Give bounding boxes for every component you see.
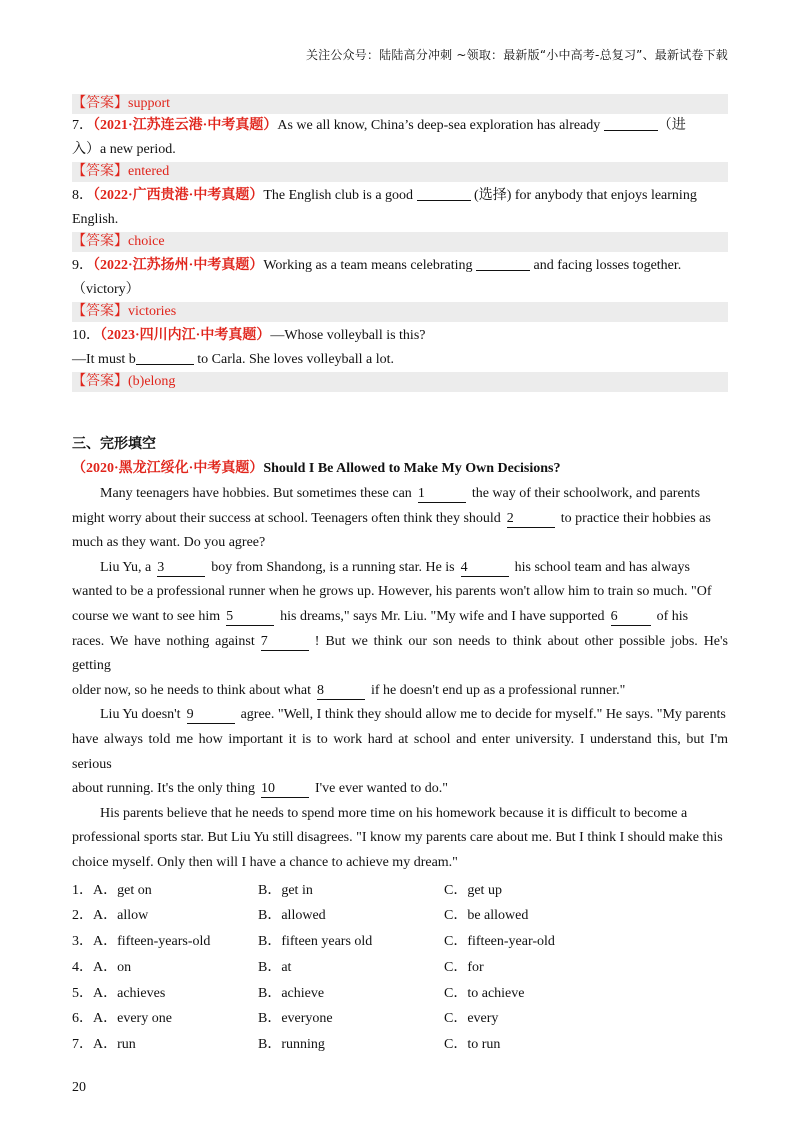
answer-blank <box>604 116 658 131</box>
option-number: 1． <box>72 882 93 898</box>
question-text: The English club is a good <box>263 188 417 203</box>
text-line: choice myself. Only then will I have a chance to achieve my dream." <box>72 854 458 870</box>
option-number: 5． <box>72 985 93 1001</box>
option-c: C．to run <box>444 1037 501 1053</box>
answer-label: 【答案】 <box>72 164 128 179</box>
option-row <box>72 878 728 904</box>
question-number: 8． <box>72 188 93 203</box>
cloze-blank: 8 <box>317 683 365 700</box>
option-a <box>72 981 258 1007</box>
option-row <box>72 1006 728 1032</box>
text: His parents believe that he needs to spend more time on his homework because it is difficult to become a <box>100 805 688 821</box>
option-c: C．fifteen-year-old <box>444 934 555 950</box>
passage-heading <box>72 456 728 482</box>
option-b: B．achieve <box>258 985 325 1001</box>
option-a-text: A．on <box>93 959 132 975</box>
option-b: B．everyone <box>258 1011 333 1027</box>
option-a-text: A．run <box>93 1037 136 1053</box>
text: course we want to see him <box>72 608 221 624</box>
answer-label: 【答案】 <box>72 304 128 319</box>
text: Many teenagers have hobbies. But sometimes these can <box>100 486 412 501</box>
option-row <box>72 1032 728 1058</box>
cloze-blank: 6 <box>611 609 651 626</box>
question-number: 10． <box>72 328 100 343</box>
option-b: B．fifteen years old <box>258 934 373 950</box>
question-text-after: (选择) for anybody that enjoys learning <box>470 188 697 203</box>
text-line: much as they want. Do you agree? <box>72 535 266 551</box>
text: I've ever wanted to do." <box>314 781 448 797</box>
option-row <box>72 903 728 929</box>
text: Liu Yu, a <box>100 559 152 575</box>
option-b: B．at <box>258 959 292 975</box>
question-8-line2: English. <box>72 212 119 227</box>
answer-label: 【答案】 <box>72 374 128 389</box>
question-9-line2: （victory） <box>72 282 140 297</box>
text: about running. It's the only thing <box>72 781 255 797</box>
option-a <box>72 1032 258 1058</box>
question-8 <box>72 184 728 208</box>
option-number: 4． <box>72 959 93 975</box>
options-list <box>72 878 728 1059</box>
option-number: 3． <box>72 934 93 950</box>
question-text: Working as a team means celebrating <box>263 258 477 273</box>
question-7 <box>72 114 728 138</box>
answer-row <box>72 94 728 114</box>
option-c: C．for <box>444 959 484 975</box>
question-source: （2023·四川内江·中考真题） <box>100 328 271 343</box>
answer-blank <box>417 186 471 201</box>
passage-source: （2020·黑龙江绥化·中考真题） <box>72 461 264 476</box>
cloze-blank: 10 <box>261 781 309 798</box>
answer-row <box>72 232 728 252</box>
text-line: have always told me how important it is to work hard at school and enter university. I understand this, but I'm serious <box>72 731 728 772</box>
text: boy from Shandong, is a running star. He is <box>211 559 455 575</box>
cloze-blank: 3 <box>157 560 205 577</box>
text: ! But we think our son needs to think about other possible jobs. He's getting <box>72 633 728 674</box>
text: his school team and has always <box>514 559 690 575</box>
cloze-blank: 9 <box>187 707 235 724</box>
answer-label: 【答案】 <box>72 234 128 249</box>
question-source: （2021·江苏连云港·中考真题） <box>93 118 278 133</box>
option-number: 7． <box>72 1037 93 1053</box>
question-text: As we all know, China’s deep-sea exploration has already <box>277 118 604 133</box>
text-line <box>72 703 728 728</box>
text: older now, so he needs to think about what <box>72 682 311 698</box>
text: the way of their schoolwork, and parents <box>471 486 701 501</box>
option-a-text: A．get on <box>93 882 152 898</box>
passage-paragraph-2 <box>72 556 728 704</box>
option-b: B．allowed <box>258 908 326 924</box>
option-row <box>72 981 728 1007</box>
text-line <box>72 679 728 704</box>
answer-text: choice <box>128 234 165 249</box>
text-line <box>72 556 728 581</box>
passage-paragraph-4 <box>72 802 728 876</box>
text-line <box>72 777 728 802</box>
option-a <box>72 903 258 929</box>
cloze-blank: 1 <box>418 486 466 503</box>
text-line <box>72 802 728 827</box>
page-header: 关注公众号：陆陆高分冲刺 ~领取：最新版“小中高考-总复习”、最新试卷下载 <box>305 48 728 62</box>
text-line <box>72 482 728 507</box>
text: might worry about their success at school. Teenagers often think they should <box>72 510 501 526</box>
answer-blank <box>136 350 194 365</box>
option-b: B．running <box>258 1037 325 1053</box>
question-source: （2022·广西贵港·中考真题） <box>93 188 264 203</box>
option-a <box>72 929 258 955</box>
question-number: 9． <box>72 258 93 273</box>
cloze-blank: 4 <box>461 560 509 577</box>
cloze-blank: 7 <box>261 634 309 651</box>
option-a-text: A．every one <box>93 1011 172 1027</box>
cloze-blank: 5 <box>226 609 274 626</box>
text-line <box>72 507 728 532</box>
text-line <box>72 605 728 630</box>
question-source: （2022·江苏扬州·中考真题） <box>93 258 264 273</box>
page-content <box>72 94 728 1058</box>
option-a-text: A．achieves <box>93 985 166 1001</box>
answer-text: (b)elong <box>128 374 176 389</box>
answer-text: support <box>128 96 170 111</box>
passage-paragraph-3 <box>72 703 728 801</box>
option-b: B．get in <box>258 882 313 898</box>
question-text: —Whose volleyball is this? <box>270 328 426 343</box>
option-number: 2． <box>72 908 93 924</box>
text-line: professional sports star. But Liu Yu still disagrees. "I know my parents care about me. But I think I should make this <box>72 830 723 846</box>
text: if he doesn't end up as a professional runner." <box>371 682 626 698</box>
option-c: C．get up <box>444 882 502 898</box>
option-a-text: A．fifteen-years-old <box>93 934 211 950</box>
answer-text: entered <box>128 164 170 179</box>
answer-row <box>72 372 728 392</box>
option-c: C．every <box>444 1011 499 1027</box>
text: of his <box>656 608 689 624</box>
passage-paragraph-1 <box>72 482 728 556</box>
option-a <box>72 955 258 981</box>
question-text-after: and facing losses together. <box>530 258 682 273</box>
question-10 <box>72 324 728 348</box>
answer-row <box>72 302 728 322</box>
text: agree. "Well, I think they should allow me to decide for myself." He says. "My parents <box>240 707 726 723</box>
question-number: 7． <box>72 118 93 133</box>
option-c: C．to achieve <box>444 985 525 1001</box>
answer-label: 【答案】 <box>72 96 128 111</box>
question-text-after: （进 <box>657 118 686 133</box>
passage-title: Should I Be Allowed to Make My Own Decisions? <box>263 461 561 476</box>
text: his dreams," says Mr. Liu. "My wife and I have supported <box>280 608 605 624</box>
text: races. We have nothing against <box>72 633 255 649</box>
text: to practice their hobbies as <box>560 510 711 526</box>
question-text-after: to Carla. She loves volleyball a lot. <box>193 352 395 367</box>
option-row <box>72 929 728 955</box>
text-line <box>72 630 728 679</box>
option-number: 6． <box>72 1011 93 1027</box>
option-a-text: A．allow <box>93 908 149 924</box>
text: Liu Yu doesn't <box>100 707 181 723</box>
answer-row <box>72 162 728 182</box>
question-7-line2: 入）a new period. <box>72 142 176 157</box>
answer-blank <box>476 256 530 271</box>
option-c: C．be allowed <box>444 908 529 924</box>
question-text: —It must b <box>72 352 136 367</box>
page-number: 20 <box>72 1080 86 1095</box>
cloze-blank: 2 <box>507 511 555 528</box>
question-10-line2 <box>72 348 728 372</box>
option-row <box>72 955 728 981</box>
option-a <box>72 878 258 904</box>
option-a <box>72 1006 258 1032</box>
answer-text: victories <box>128 304 177 319</box>
question-9 <box>72 254 728 278</box>
section-title: 三、完形填空 <box>72 436 156 452</box>
text-line: wanted to be a professional runner when he grows up. However, his parents won't allow him to train so much. "Of <box>72 584 712 600</box>
